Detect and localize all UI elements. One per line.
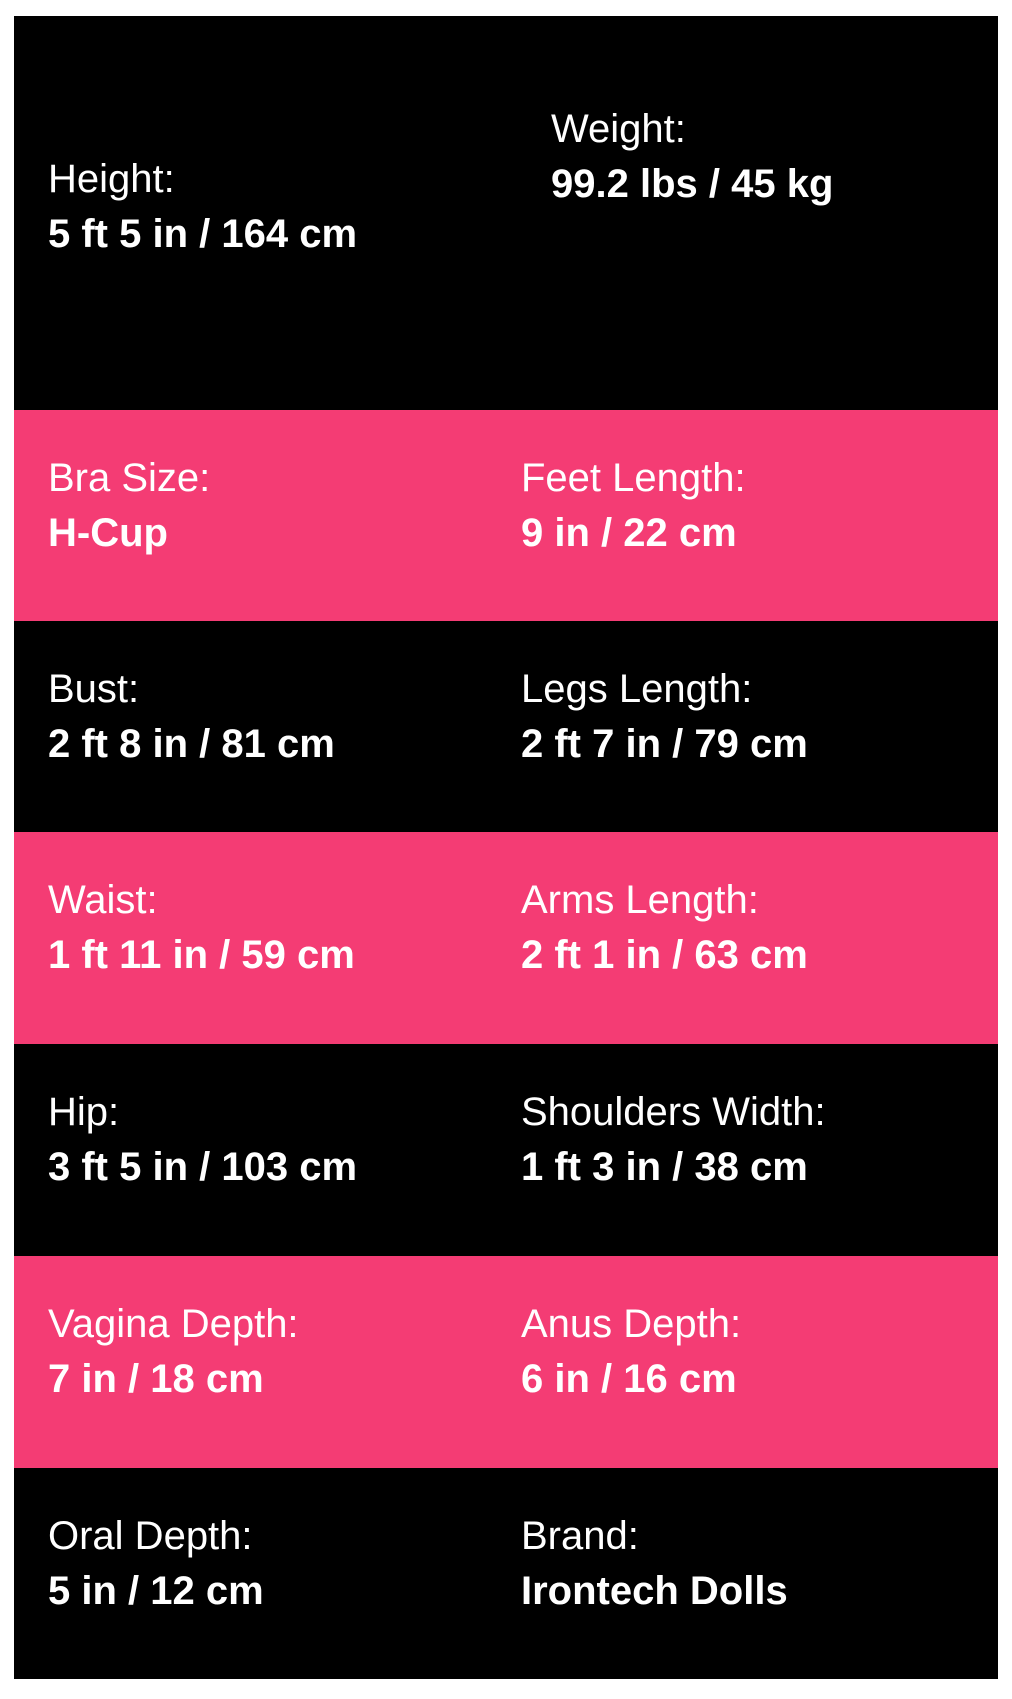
spec-legs-length-label: Legs Length:: [521, 667, 753, 711]
spec-bust: [48, 664, 335, 774]
spec-brand-value: Irontech Dolls: [521, 1569, 788, 1613]
spec-vagina-depth: [48, 1299, 299, 1409]
spec-oral-depth-value: 5 in / 12 cm: [48, 1569, 264, 1613]
spec-waist-label: Waist:: [48, 878, 158, 922]
spec-arms-length-value: 2 ft 1 in / 63 cm: [521, 933, 808, 977]
spec-bra-size: [48, 453, 210, 563]
spec-bust-label: Bust:: [48, 667, 140, 711]
spec-brand: [521, 1511, 788, 1621]
spec-row-hip-shoulders: [14, 1044, 998, 1256]
spec-weight-label: Weight:: [551, 107, 686, 151]
spec-anus-depth: [521, 1299, 741, 1409]
spec-legs-length-value: 2 ft 7 in / 79 cm: [521, 722, 808, 766]
spec-weight-value: 99.2 lbs / 45 kg: [551, 162, 834, 206]
spec-height: [48, 154, 357, 264]
spec-hip: [48, 1087, 357, 1197]
spec-height-label: Height:: [48, 157, 175, 201]
spec-row-vagina-anus: [14, 1256, 998, 1468]
spec-waist-value: 1 ft 11 in / 59 cm: [48, 933, 355, 977]
spec-row-oral-brand: [14, 1468, 998, 1679]
spec-hip-value: 3 ft 5 in / 103 cm: [48, 1145, 358, 1189]
spec-feet-length-value: 9 in / 22 cm: [521, 511, 737, 555]
spec-bra-size-value: H-Cup: [48, 511, 168, 555]
spec-shoulders-width: [521, 1087, 826, 1197]
spec-arms-length: [521, 875, 808, 985]
spec-row-waist-arms: [14, 832, 998, 1044]
spec-anus-depth-label: Anus Depth:: [521, 1302, 742, 1346]
spec-feet-length: [521, 453, 746, 563]
spec-waist: [48, 875, 355, 985]
spec-shoulders-width-value: 1 ft 3 in / 38 cm: [521, 1145, 808, 1189]
spec-vagina-depth-label: Vagina Depth:: [48, 1302, 299, 1346]
spec-bra-size-label: Bra Size:: [48, 456, 211, 500]
spec-oral-depth: [48, 1511, 264, 1621]
spec-anus-depth-value: 6 in / 16 cm: [521, 1357, 737, 1401]
spec-hip-label: Hip:: [48, 1090, 120, 1134]
spec-brand-label: Brand:: [521, 1514, 639, 1558]
spec-legs-length: [521, 664, 808, 774]
spec-row-bust-legs: [14, 621, 998, 832]
spec-arms-length-label: Arms Length:: [521, 878, 759, 922]
specifications-table: [14, 16, 998, 1679]
spec-row-height-weight: [14, 16, 998, 410]
spec-feet-length-label: Feet Length:: [521, 456, 746, 500]
spec-height-value: 5 ft 5 in / 164 cm: [48, 212, 358, 256]
spec-oral-depth-label: Oral Depth:: [48, 1514, 253, 1558]
spec-row-bra-feet: [14, 410, 998, 621]
spec-shoulders-width-label: Shoulders Width:: [521, 1090, 826, 1134]
spec-vagina-depth-value: 7 in / 18 cm: [48, 1357, 264, 1401]
spec-weight: [551, 104, 833, 214]
spec-bust-value: 2 ft 8 in / 81 cm: [48, 722, 335, 766]
